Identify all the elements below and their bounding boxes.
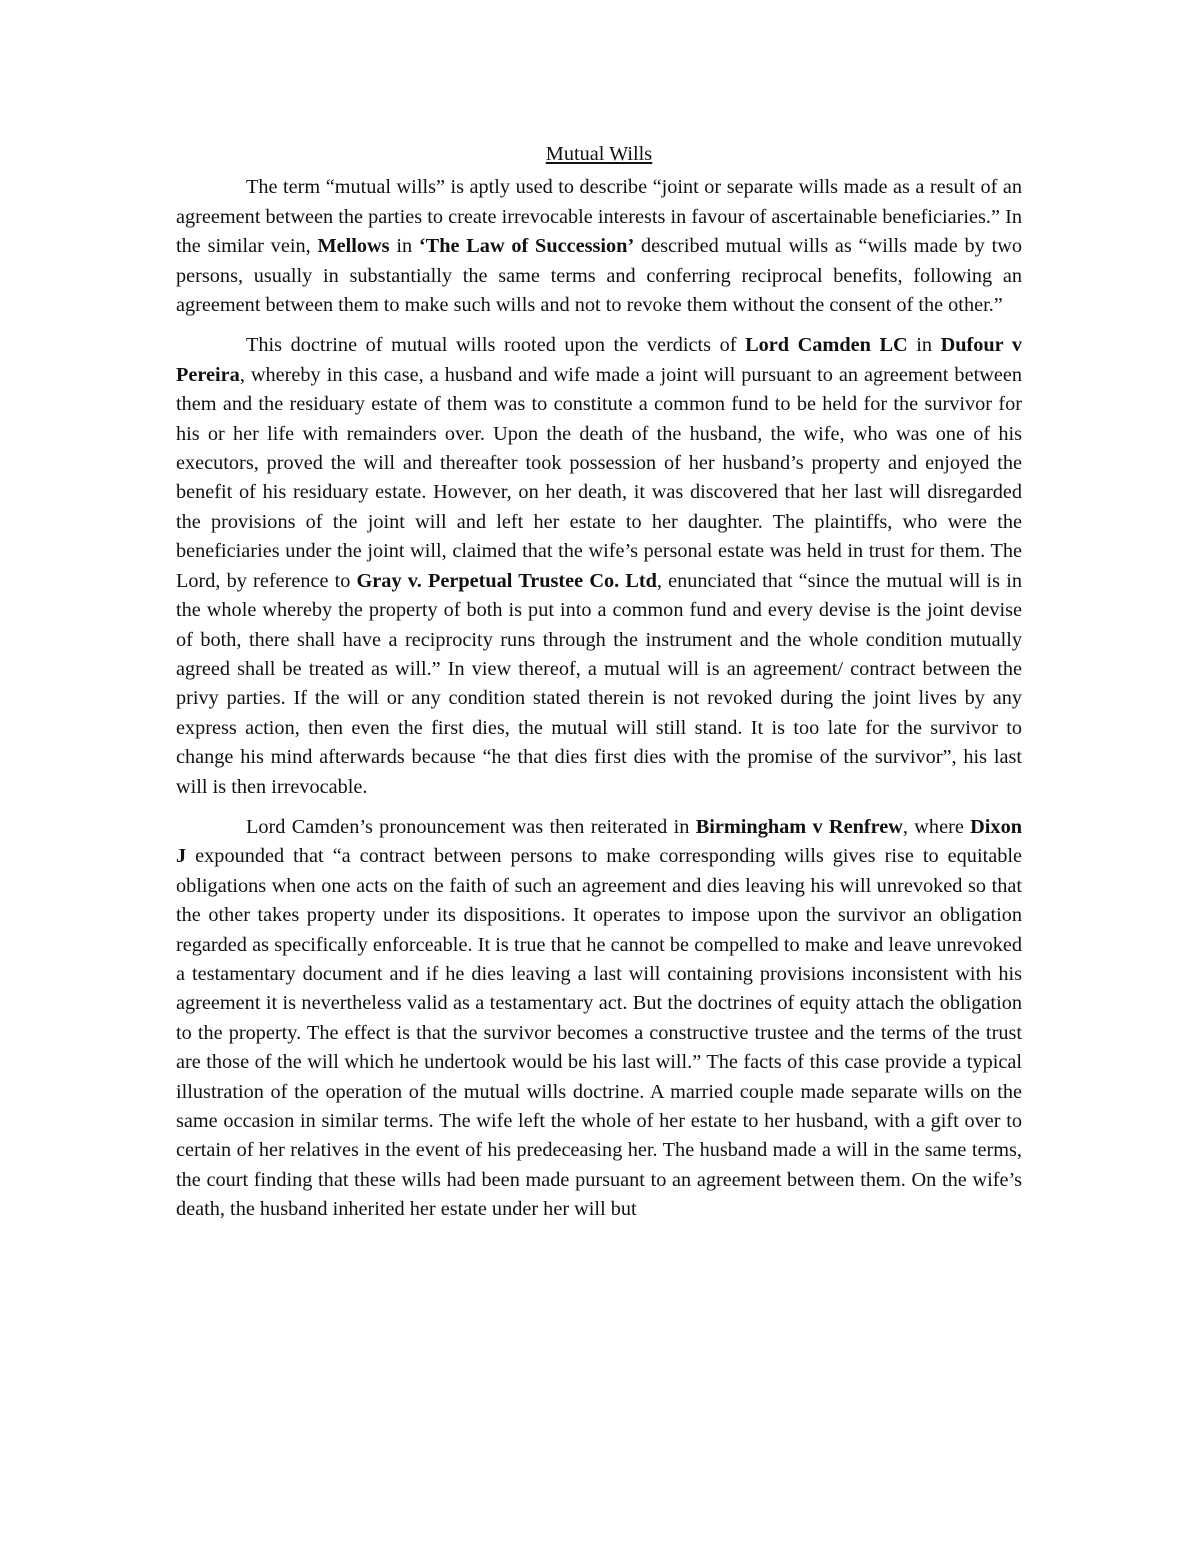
author-mellows: Mellows: [317, 235, 390, 258]
case-dufour-v-pereira: Dufour v Pereira: [176, 334, 1023, 386]
paragraph-2-text-a: This doctrine of mutual wills rooted upon the verdicts of: [246, 334, 746, 357]
paragraph-1-text-a: The term “mutual wills” is aptly used to describe “joint or separate wills made as a result of an agreement between the parties to create irrevocable interests in favour of ascertainable beneficiaries.” In the similar vein,: [176, 176, 1022, 258]
document-title: Mutual Wills: [545, 143, 653, 165]
case-birmingham-v-renfrew: Birmingham v Renfrew: [695, 815, 903, 838]
paragraph-2-text-c: in: [907, 334, 941, 357]
paragraph-2-text-e: , enunciated that “since the mutual will is in the whole whereby the property of both is put into a common fund and every devise is the joint devise of both, there shall have a reciprocity runs through the instrument and the whole condition mutually agreed shall be treated as will.” In view thereof, a mutual will is an agreement/ contract between the privy parties. If the will or any condition stated therein is not revoked during the joint lives by any express action, then even the first dies, the mutual will still stand. It is too late for the survivor to change his mind afterwards because “he that dies first dies with the promise of the survivor”, his last will is then irrevocable.: [176, 569, 1022, 798]
paragraph-birmingham-v-renfrew: [176, 813, 1022, 1225]
paragraph-1-text-d: described mutual wills as “wills made by two persons, usually in substantially the same terms and conferring reciprocal benefits, following an agreement between them to make such wills and not to revoke them without the consent of the other.”: [176, 235, 1022, 317]
document-page: [176, 140, 1022, 1236]
case-gray-v-perpetual-trustee: Gray v. Perpetual Trustee Co. Ltd: [356, 569, 657, 592]
paragraph-3-text-a: Lord Camden’s pronouncement was then reiterated in: [246, 815, 696, 838]
paragraph-3-text-d: expounded that “a contract between persons to make corresponding wills gives rise to equitable obligations when one acts on the faith of such an agreement and dies leaving his will unrevoked so that the other takes property under its dispositions. It operates to impose upon the survivor an obligation regarded as specifically enforceable. It is true that he cannot be compelled to make and leave unrevoked a testamentary document and if he dies leaving a last will containing provisions inconsistent with his agreement it is nevertheless valid as a testamentary act. But the doctrines of equity attach the obligation to the property. The effect is that the survivor becomes a constructive trustee and the terms of the trust are those of the will which he undertook would be his last will.” The facts of this case provide a typical illustration of the operation of the mutual wills doctrine. A married couple made separate wills on the same occasion in similar terms. The wife left the whole of her estate to her husband, with a gift over to certain of her relatives in the event of his predeceasing her. The husband made a will in the same terms, the court finding that these wills had been made pursuant to an agreement between them. On the wife’s death, the husband inherited her estate under her will but: [176, 845, 1022, 1221]
book-title-law-of-succession: ‘The Law of Succession’: [418, 235, 635, 258]
paragraph-1-text-c: in: [389, 235, 419, 258]
paragraph-3-text-c: , where: [902, 815, 971, 838]
paragraph-definition: [176, 173, 1022, 320]
judge-dixon-j: Dixon J: [176, 815, 1022, 868]
judge-lord-camden: Lord Camden LC: [745, 334, 908, 357]
paragraph-dufour-v-pereira: [176, 331, 1022, 802]
paragraph-2-text-d: , whereby in this case, a husband and wife made a joint will pursuant to an agreement between them and the residuary estate of them was to constitute a common fund to be held for the survivor for his or her life with remainders over. Upon the death of the husband, the wife, who was one of his executors, proved the will and thereafter took possession of her husband’s property and enjoyed the benefit of his residuary estate. However, on her death, it was discovered that her last will disregarded the provisions of the joint will and left her estate to her daughter. The plaintiffs, who were the beneficiaries under the joint will, claimed that the wife’s personal estate was held in trust for them. The Lord, by reference to: [176, 363, 1022, 592]
